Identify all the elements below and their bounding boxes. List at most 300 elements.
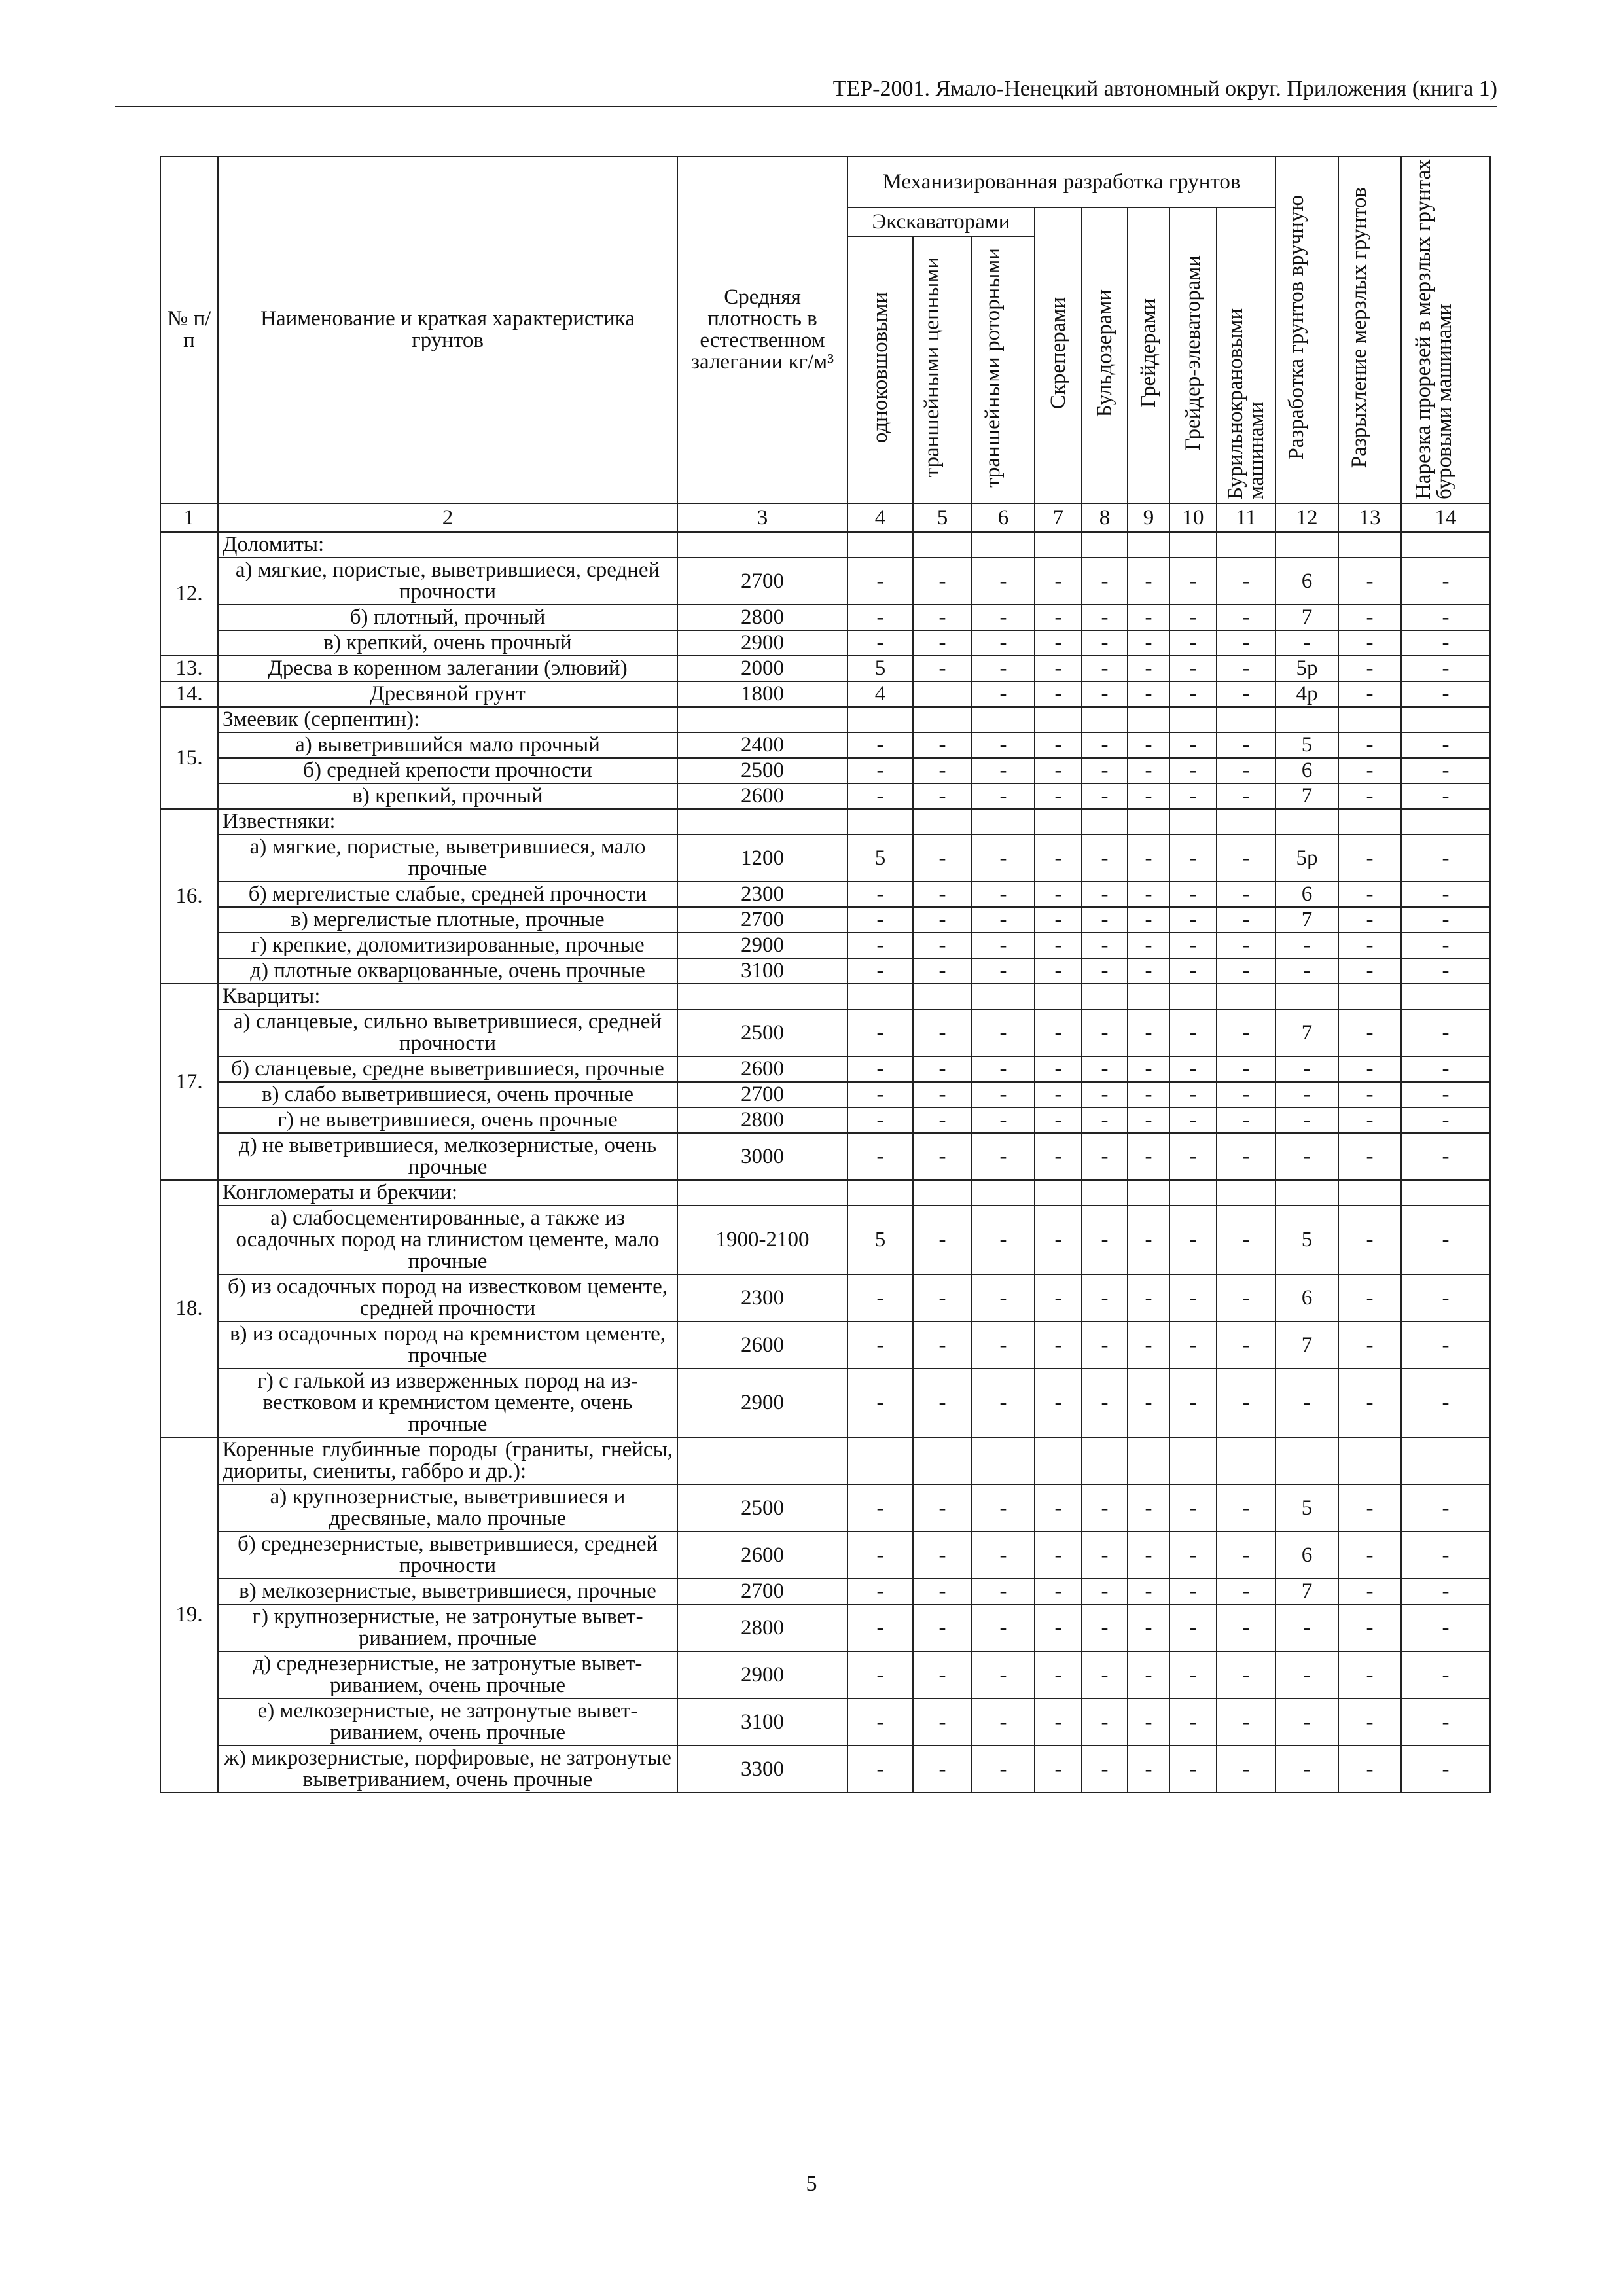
value-cell: - — [1169, 1484, 1217, 1532]
value-cell: - — [1217, 1056, 1275, 1082]
empty-cell — [1169, 1437, 1217, 1484]
value-cell: - — [913, 882, 972, 907]
value-cell: - — [1401, 1009, 1490, 1056]
value-cell: - — [1082, 907, 1128, 933]
density-cell: 2700 — [677, 1082, 847, 1107]
value-cell: - — [1401, 1484, 1490, 1532]
value-cell: - — [1169, 1604, 1217, 1651]
value-cell: - — [1217, 1604, 1275, 1651]
value-cell: - — [847, 1056, 913, 1082]
value-cell: - — [847, 1579, 913, 1604]
value-cell: - — [1128, 907, 1169, 933]
value-cell: - — [1128, 1369, 1169, 1437]
value-cell: - — [1035, 1746, 1082, 1793]
value-cell: - — [913, 1369, 972, 1437]
col-header-8-text: Бульдозерами — [1093, 289, 1116, 418]
group-title: Доломиты: — [218, 532, 677, 558]
value-cell: - — [1338, 1321, 1401, 1369]
group-title-row — [160, 984, 1490, 1009]
value-cell: - — [1401, 1107, 1490, 1133]
value-cell: - — [1401, 1206, 1490, 1274]
group-number: 15. — [160, 707, 218, 809]
value-cell: - — [1082, 1369, 1128, 1437]
value-cell: - — [1128, 1579, 1169, 1604]
soil-name-cell: д) среднезернистые, не затронутые выветриванием, очень прочные — [218, 1651, 677, 1698]
value-cell: - — [1169, 1746, 1217, 1793]
col-header-13 — [1338, 156, 1401, 503]
empty-cell — [1401, 1437, 1490, 1484]
value-cell: - — [913, 907, 972, 933]
value-cell: - — [913, 1651, 972, 1698]
empty-cell — [1128, 1437, 1169, 1484]
value-cell: - — [1035, 732, 1082, 758]
value-cell: - — [1217, 656, 1275, 681]
value-cell: - — [1169, 656, 1217, 681]
empty-cell — [677, 809, 847, 834]
soil-name-cell: г) крепкие, доломитизированные, прочные — [218, 933, 677, 958]
value-cell: - — [1082, 656, 1128, 681]
value-cell: - — [1401, 783, 1490, 809]
value-cell: 5р — [1275, 834, 1338, 882]
value-cell: - — [1401, 1746, 1490, 1793]
value-cell: - — [1401, 882, 1490, 907]
value-cell: - — [847, 783, 913, 809]
empty-cell — [1275, 809, 1338, 834]
value-cell: - — [1128, 1651, 1169, 1698]
empty-cell — [1169, 532, 1217, 558]
empty-cell — [1401, 984, 1490, 1009]
empty-cell — [1217, 1437, 1275, 1484]
empty-cell — [1082, 984, 1128, 1009]
density-cell: 2500 — [677, 1484, 847, 1532]
value-cell: - — [1401, 1056, 1490, 1082]
value-cell: - — [1401, 1698, 1490, 1746]
empty-cell — [847, 1180, 913, 1206]
value-cell: - — [1217, 1082, 1275, 1107]
value-cell — [913, 681, 972, 707]
value-cell: - — [1217, 1579, 1275, 1604]
empty-cell — [1082, 1180, 1128, 1206]
value-cell: - — [1128, 1604, 1169, 1651]
value-cell: - — [847, 882, 913, 907]
value-cell: - — [1128, 1698, 1169, 1746]
value-cell: - — [1035, 558, 1082, 605]
value-cell: - — [1082, 1056, 1128, 1082]
value-cell: - — [1128, 681, 1169, 707]
value-cell: 7 — [1275, 1321, 1338, 1369]
value-cell: - — [1217, 1532, 1275, 1579]
value-cell: - — [1169, 1698, 1217, 1746]
value-cell: - — [1082, 1484, 1128, 1532]
value-cell: - — [972, 907, 1035, 933]
value-cell: 5 — [847, 1206, 913, 1274]
value-cell: - — [972, 1532, 1035, 1579]
col-header-11 — [1217, 207, 1275, 503]
value-cell: 5 — [847, 834, 913, 882]
empty-cell — [1169, 984, 1217, 1009]
soil-name-cell: ж) микрозернистые, порфировые, не затронутые выветриванием, очень прочные — [218, 1746, 677, 1793]
value-cell: - — [913, 758, 972, 783]
value-cell: - — [847, 1133, 913, 1180]
table-row — [160, 907, 1490, 933]
value-cell: - — [1338, 1484, 1401, 1532]
soil-name-cell: б) средней крепости прочности — [218, 758, 677, 783]
empty-cell — [677, 1180, 847, 1206]
soil-name-cell: д) плотные окварцованные, очень прочные — [218, 958, 677, 984]
soil-name-cell: Дресва в коренном залегании (элювий) — [218, 656, 677, 681]
value-cell: - — [913, 1746, 972, 1793]
value-cell: - — [913, 783, 972, 809]
value-cell: - — [1338, 882, 1401, 907]
empty-cell — [1338, 707, 1401, 732]
value-cell: - — [913, 1321, 972, 1369]
density-cell: 2400 — [677, 732, 847, 758]
density-cell: 2600 — [677, 1532, 847, 1579]
col-header-14 — [1401, 156, 1490, 503]
empty-cell — [1275, 1437, 1338, 1484]
value-cell: - — [1338, 630, 1401, 656]
density-cell: 2900 — [677, 933, 847, 958]
value-cell: - — [1217, 958, 1275, 984]
value-cell: - — [1338, 1274, 1401, 1321]
value-cell: - — [972, 783, 1035, 809]
value-cell: - — [1338, 1082, 1401, 1107]
value-cell: - — [1082, 1321, 1128, 1369]
value-cell: - — [1401, 1133, 1490, 1180]
col-header-6-text: траншейными роторными — [981, 247, 1005, 488]
value-cell: - — [1275, 958, 1338, 984]
empty-cell — [1401, 1180, 1490, 1206]
value-cell: - — [1035, 1579, 1082, 1604]
density-cell: 2000 — [677, 656, 847, 681]
value-cell: - — [1169, 630, 1217, 656]
col-header-14-text: Нарезка прорезей в мерзлых грунтах буровыми машинами — [1412, 158, 1457, 499]
empty-cell — [1338, 1437, 1401, 1484]
value-cell: - — [972, 882, 1035, 907]
empty-cell — [913, 1180, 972, 1206]
value-cell: - — [1082, 882, 1128, 907]
column-number-cell: 5 — [913, 503, 972, 532]
value-cell: - — [1082, 1579, 1128, 1604]
table-row — [160, 1082, 1490, 1107]
empty-cell — [677, 532, 847, 558]
value-cell: - — [972, 1274, 1035, 1321]
column-number-cell: 7 — [1035, 503, 1082, 532]
empty-cell — [1217, 707, 1275, 732]
soil-name-cell: а) сланцевые, сильно выветрившиеся, средней прочности — [218, 1009, 677, 1056]
empty-cell — [1275, 707, 1338, 732]
value-cell: - — [1169, 1651, 1217, 1698]
value-cell: - — [1217, 1274, 1275, 1321]
value-cell: - — [1217, 758, 1275, 783]
value-cell: - — [1401, 558, 1490, 605]
soil-name-cell: б) из осадочных пород на известковом цементе, средней прочности — [218, 1274, 677, 1321]
col-header-9-text: Грейдерами — [1137, 298, 1160, 408]
value-cell: - — [1217, 1484, 1275, 1532]
col-header-mechanized: Механизированная разработка грунтов — [847, 156, 1275, 207]
density-cell: 1900-2100 — [677, 1206, 847, 1274]
value-cell: - — [1169, 1009, 1217, 1056]
value-cell: - — [1338, 907, 1401, 933]
value-cell: - — [972, 1484, 1035, 1532]
value-cell: - — [1035, 1133, 1082, 1180]
empty-cell — [1401, 809, 1490, 834]
soil-name-cell: в) из осадочных пород на кремнистом цементе, прочные — [218, 1321, 677, 1369]
empty-cell — [677, 707, 847, 732]
value-cell: - — [1338, 933, 1401, 958]
value-cell: - — [913, 605, 972, 630]
value-cell: - — [1217, 783, 1275, 809]
density-cell: 2500 — [677, 758, 847, 783]
value-cell: - — [913, 1604, 972, 1651]
value-cell: - — [1035, 630, 1082, 656]
value-cell: - — [1338, 656, 1401, 681]
value-cell: - — [1338, 1133, 1401, 1180]
value-cell: - — [847, 1321, 913, 1369]
value-cell: - — [1128, 834, 1169, 882]
col-header-8 — [1082, 207, 1128, 503]
group-number: 12. — [160, 532, 218, 656]
table-row — [160, 758, 1490, 783]
empty-cell — [1275, 532, 1338, 558]
empty-cell — [1217, 809, 1275, 834]
empty-cell — [972, 532, 1035, 558]
density-cell: 2700 — [677, 907, 847, 933]
group-title: Кварциты: — [218, 984, 677, 1009]
value-cell: - — [972, 834, 1035, 882]
value-cell: - — [1169, 1056, 1217, 1082]
col-header-name: Наименование и краткая характеристика грунтов — [218, 156, 677, 503]
value-cell: - — [1338, 1009, 1401, 1056]
density-cell: 3300 — [677, 1746, 847, 1793]
value-cell: - — [972, 1206, 1035, 1274]
group-title: Конгломераты и брекчии: — [218, 1180, 677, 1206]
soil-name-cell: а) мягкие, пористые, выветрившиеся, средней прочности — [218, 558, 677, 605]
density-cell: 2800 — [677, 1604, 847, 1651]
value-cell: - — [1082, 1698, 1128, 1746]
value-cell: - — [1169, 732, 1217, 758]
value-cell: - — [1082, 558, 1128, 605]
density-cell: 3100 — [677, 958, 847, 984]
value-cell: - — [1169, 882, 1217, 907]
value-cell: - — [1217, 1746, 1275, 1793]
value-cell: - — [972, 1321, 1035, 1369]
density-cell: 2900 — [677, 630, 847, 656]
value-cell: - — [972, 758, 1035, 783]
value-cell: - — [1082, 1107, 1128, 1133]
value-cell: - — [1217, 882, 1275, 907]
value-cell: 4 — [847, 681, 913, 707]
soil-name-cell: в) крепкий, прочный — [218, 783, 677, 809]
empty-cell — [1401, 532, 1490, 558]
value-cell: - — [1082, 681, 1128, 707]
value-cell: - — [1401, 933, 1490, 958]
value-cell: - — [972, 1369, 1035, 1437]
value-cell: - — [913, 1698, 972, 1746]
value-cell: - — [1035, 882, 1082, 907]
value-cell: - — [1338, 783, 1401, 809]
density-cell: 2300 — [677, 882, 847, 907]
value-cell: 5 — [1275, 1206, 1338, 1274]
value-cell: - — [1128, 1082, 1169, 1107]
value-cell: 7 — [1275, 605, 1338, 630]
value-cell: - — [913, 1484, 972, 1532]
value-cell: - — [1082, 958, 1128, 984]
table-row — [160, 882, 1490, 907]
value-cell: - — [913, 958, 972, 984]
value-cell: - — [972, 933, 1035, 958]
empty-cell — [1338, 1180, 1401, 1206]
value-cell: 6 — [1275, 1532, 1338, 1579]
value-cell: - — [1217, 1009, 1275, 1056]
value-cell: - — [1035, 1274, 1082, 1321]
value-cell: - — [1035, 783, 1082, 809]
group-number: 17. — [160, 984, 218, 1180]
value-cell: - — [1217, 834, 1275, 882]
value-cell: - — [1128, 1009, 1169, 1056]
value-cell: - — [847, 1369, 913, 1437]
empty-cell — [847, 809, 913, 834]
table-row — [160, 681, 1490, 707]
empty-cell — [677, 1437, 847, 1484]
value-cell: - — [913, 1532, 972, 1579]
soil-name-cell: а) выветрившийся мало прочный — [218, 732, 677, 758]
value-cell: - — [1338, 732, 1401, 758]
value-cell: - — [1401, 907, 1490, 933]
table-row — [160, 630, 1490, 656]
col-header-6 — [972, 236, 1035, 503]
soil-name-cell: б) среднезернистые, выветрившиеся, средней прочности — [218, 1532, 677, 1579]
value-cell: - — [1169, 1274, 1217, 1321]
value-cell: - — [847, 758, 913, 783]
col-header-13-text: Разрыхление мерзлых грунтов — [1347, 187, 1372, 469]
density-cell: 3100 — [677, 1698, 847, 1746]
column-number-cell: 6 — [972, 503, 1035, 532]
table-row — [160, 605, 1490, 630]
value-cell: - — [1082, 1532, 1128, 1579]
value-cell: - — [1169, 1532, 1217, 1579]
value-cell: - — [1169, 758, 1217, 783]
value-cell: - — [1128, 732, 1169, 758]
value-cell: - — [847, 907, 913, 933]
value-cell: - — [1275, 1698, 1338, 1746]
value-cell: - — [1035, 758, 1082, 783]
col-header-7-text: Скреперами — [1046, 296, 1070, 410]
value-cell: - — [1082, 1746, 1128, 1793]
density-cell: 1800 — [677, 681, 847, 707]
value-cell: - — [1401, 681, 1490, 707]
value-cell: - — [1401, 1651, 1490, 1698]
value-cell: - — [913, 1579, 972, 1604]
value-cell: - — [1338, 1206, 1401, 1274]
value-cell: - — [1338, 1651, 1401, 1698]
empty-cell — [1128, 809, 1169, 834]
empty-cell — [1035, 1437, 1082, 1484]
value-cell: - — [1035, 656, 1082, 681]
empty-cell — [1128, 532, 1169, 558]
value-cell: - — [1275, 1133, 1338, 1180]
col-header-9 — [1128, 207, 1169, 503]
empty-cell — [913, 532, 972, 558]
value-cell: - — [1082, 1274, 1128, 1321]
value-cell: - — [847, 933, 913, 958]
value-cell: 6 — [1275, 558, 1338, 605]
value-cell: - — [1128, 1274, 1169, 1321]
page-header: ТЕР-2001. Ямало-Ненецкий автономный округ. Приложения (книга 1) — [832, 77, 1497, 101]
group-number: 14. — [160, 681, 218, 707]
value-cell: - — [1338, 834, 1401, 882]
value-cell: - — [1217, 1133, 1275, 1180]
soil-classification-table — [160, 156, 1491, 1793]
value-cell: - — [1035, 1532, 1082, 1579]
value-cell: - — [1217, 933, 1275, 958]
value-cell: - — [913, 1107, 972, 1133]
value-cell: - — [1401, 1604, 1490, 1651]
value-cell: - — [913, 1133, 972, 1180]
value-cell: 6 — [1275, 882, 1338, 907]
value-cell: - — [913, 1009, 972, 1056]
empty-cell — [972, 1180, 1035, 1206]
value-cell: - — [1082, 783, 1128, 809]
empty-cell — [1128, 984, 1169, 1009]
soil-name-cell: в) слабо выветрившиеся, очень прочные — [218, 1082, 677, 1107]
group-title-row — [160, 1437, 1490, 1484]
value-cell: - — [1035, 1698, 1082, 1746]
density-cell: 2600 — [677, 1056, 847, 1082]
value-cell: 5 — [1275, 732, 1338, 758]
col-header-12-text: Разработка грунтов вручную — [1285, 195, 1309, 460]
table-row — [160, 1206, 1490, 1274]
group-title-row — [160, 1180, 1490, 1206]
column-number-cell: 1 — [160, 503, 218, 532]
value-cell: - — [847, 1746, 913, 1793]
empty-cell — [1035, 532, 1082, 558]
value-cell: - — [1035, 1009, 1082, 1056]
group-title: Известняки: — [218, 809, 677, 834]
column-number-cell: 14 — [1401, 503, 1490, 532]
soil-name-cell: а) крупнозернистые, выветрившиеся и дресвяные, мало прочные — [218, 1484, 677, 1532]
value-cell: - — [972, 1056, 1035, 1082]
value-cell: - — [913, 732, 972, 758]
value-cell: - — [1217, 605, 1275, 630]
empty-cell — [913, 984, 972, 1009]
column-number-cell: 2 — [218, 503, 677, 532]
table-row — [160, 1133, 1490, 1180]
table-row — [160, 656, 1490, 681]
column-number-cell: 4 — [847, 503, 913, 532]
column-number-row — [160, 503, 1490, 532]
soil-name-cell: д) не выветрившиеся, мелкозернистые, очень прочные — [218, 1133, 677, 1180]
value-cell: - — [1035, 933, 1082, 958]
col-header-11-text: Бурильнокрановыми машинами — [1224, 308, 1269, 499]
table-row — [160, 732, 1490, 758]
empty-cell — [1401, 707, 1490, 732]
value-cell: - — [1128, 558, 1169, 605]
col-header-10-text: Грейдер-элеваторами — [1181, 255, 1205, 451]
value-cell: - — [1217, 1321, 1275, 1369]
value-cell: - — [972, 558, 1035, 605]
col-header-10 — [1169, 207, 1217, 503]
col-header-7 — [1035, 207, 1082, 503]
value-cell: - — [1128, 605, 1169, 630]
value-cell: - — [1217, 1651, 1275, 1698]
soil-name-cell: б) плотный, прочный — [218, 605, 677, 630]
value-cell: - — [1401, 1369, 1490, 1437]
value-cell: - — [913, 630, 972, 656]
value-cell: - — [1338, 1698, 1401, 1746]
col-header-density — [677, 156, 847, 503]
value-cell: 7 — [1275, 1009, 1338, 1056]
